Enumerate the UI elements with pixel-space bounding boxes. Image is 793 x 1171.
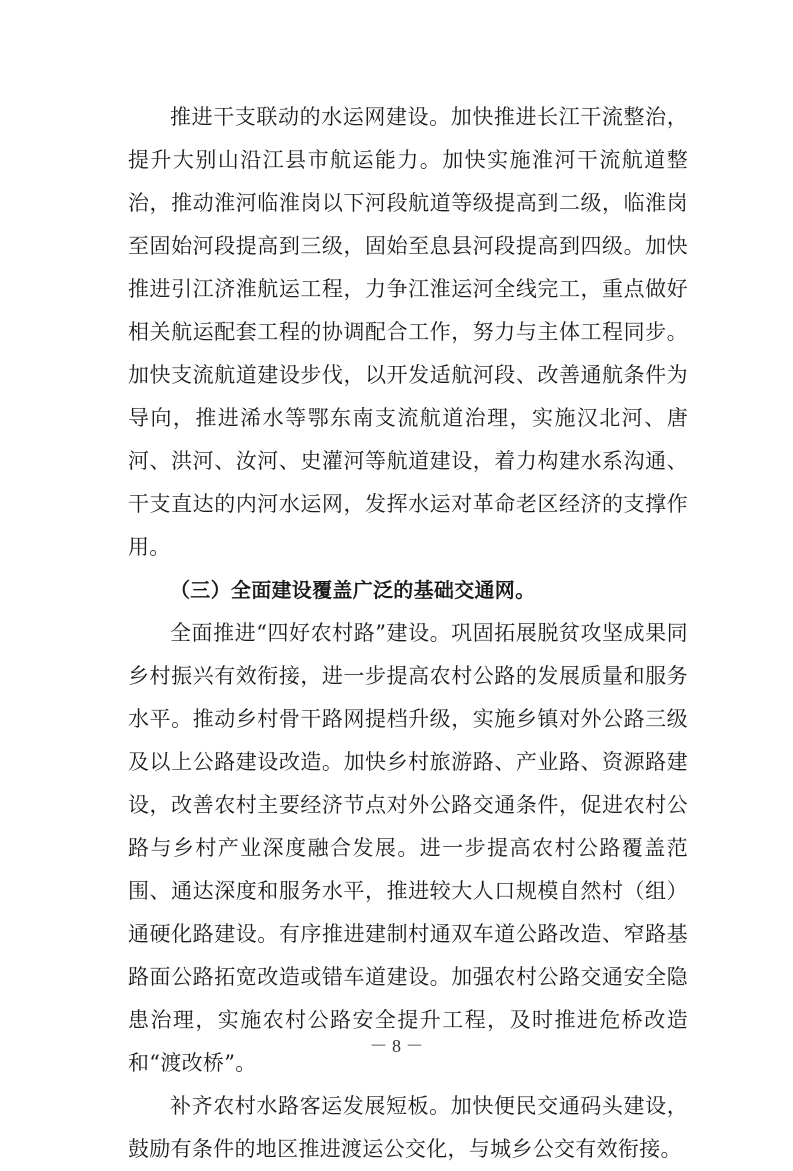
paragraph-waterway-network: 推进干支联动的水运网建设。加快推进长江干流整治，提升大别山沿江县市航运能力。加快实施淮河干流航道整治，推动淮河临淮岗以下河段航道等级提高到二级，临淮岗至固始河段提高到三级，固始至息县河段提高到四级。加快推进引江济淮航运工程，力争江淮运河全线完工，重点做好相关航运配套工程的协调配合工作，努力与主体工程同步。加快支流航道建设步伐，以开发适航河段、改善通航条件为导向，推进浠水等鄂东南支流航道治理，实施汉北河、唐河、洪河、汝河、史灌河等航道建设，着力构建水系沟通、干支直达的内河水运网，发挥水运对革命老区经济的支撑作用。 <box>128 105 688 559</box>
document-body <box>128 96 688 1171</box>
paragraph-rural-water-transport: 补齐农村水路客运发展短板。加快便民交通码头建设，鼓励有条件的地区推进渡运公交化，与城乡公交有效衔接。 <box>128 1094 688 1161</box>
section-heading-basic-transport: （三）全面建设覆盖广泛的基础交通网。 <box>170 578 536 602</box>
paragraph-rural-roads: 全面推进“四好农村路”建设。巩固拓展脱贫攻坚成果同乡村振兴有效衔接，进一步提高农村公路的发展质量和服务水平。推动乡村骨干路网提档升级，实施乡镇对外公路三级及以上公路建设改造。加快乡村旅游路、产业路、资源路建设，改善农村主要经济节点对外公路交通条件，促进农村公路与乡村产业深度融合发展。进一步提高农村公路覆盖范围、通达深度和服务水平，推进较大人口规模自然村（组）通硬化路建设。有序推进建制村通双车道公路改造、窄路基路面公路拓宽改造或错车道建设。加强农村公路交通安全隐患治理，实施农村公路安全提升工程，及时推进危桥改造和“渡改桥”。 <box>128 621 688 1075</box>
page-number: － 8 － <box>369 1036 424 1056</box>
